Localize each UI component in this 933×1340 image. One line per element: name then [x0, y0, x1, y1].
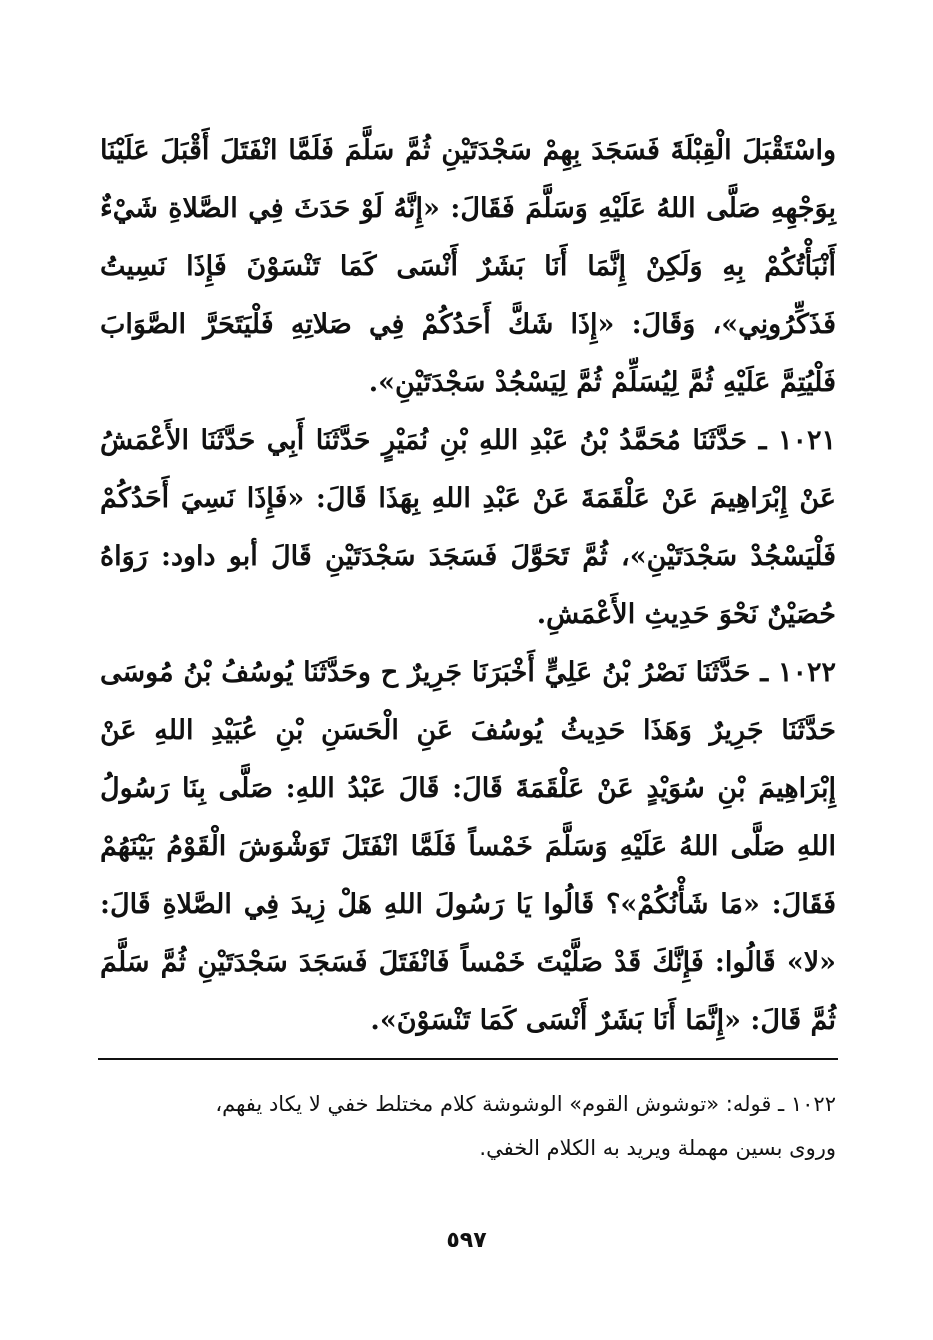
- hadith-1022: [100, 644, 836, 1050]
- hadith-text: ـ حَدَّثَنَا نَصْرُ بْنُ عَلِيٍّ أَخْبَرَنَا جَرِيرٌ ح وحَدَّثَنَا يُوسُفُ بْنُ مُوسَى حَدَّثَنَا جَرِيرٌ وَهَذَا حَدِيثُ يُوسُفَ عَنِ الْحَسَنِ بْنِ عُبَيْدِ اللهِ عَنْ إِبْرَاهِيمَ بْنِ سُوَيْدٍ عَنْ عَلْقَمَةَ قَالَ: قَالَ عَبْدُ اللهِ: صَلَّى بِنَا رَسُولُ اللهِ صَلَّى اللهُ عَلَيْهِ وَسَلَّمَ خَمْساً فَلَمَّا انْفَتَلَ تَوَشْوَشَ الْقَوْمُ بَيْنَهُمْ فَقَالَ: «مَا شَأْنُكُمْ»؟ قَالُوا يَا رَسُولَ اللهِ هَلْ زِيدَ فِي الصَّلاةِ قَالَ: «لا» قَالُوا: فَإِنَّكَ قَدْ صَلَّيْتَ خَمْساً فَانْفَتَلَ فَسَجَدَ سَجْدَتَيْنِ ثُمَّ سَلَّمَ ثُمَّ قَالَ: «إِنَّمَا أَنَا بَشَرٌ أَنْسَى كَمَا تَنْسَوْنَ».: [100, 657, 836, 1036]
- hadith-number: ١٠٢٢: [777, 657, 836, 688]
- footnote: [100, 1082, 836, 1170]
- footnote-line: ١٠٢٢ ـ قوله: «توشوش القوم» الوشوشة كلام مختلط خفي لا يكاد يفهم،: [215, 1092, 836, 1116]
- hadith-1021: [100, 412, 836, 644]
- hadith-text: ـ حَدَّثَنَا مُحَمَّدُ بْنُ عَبْدِ اللهِ بْنِ نُمَيْرٍ حَدَّثَنَا أَبِي حَدَّثَنَا الأَعْمَشُ عَنْ إِبْرَاهِيمَ عَنْ عَلْقَمَةَ عَنْ عَبْدِ اللهِ بِهَذَا قَالَ: «فَإِذَا نَسِيَ أَحَدُكُمْ فَلْيَسْجُدْ سَجْدَتَيْنِ»، ثُمَّ تَحَوَّلَ فَسَجَدَ سَجْدَتَيْنِ قَالَ أبو داود: رَوَاهُ حُصَيْنٌ نَحْوَ حَدِيثِ الأَعْمَشِ.: [100, 425, 836, 630]
- hadith-number: ١٠٢١: [777, 425, 836, 456]
- paragraph-continuation: واسْتَقْبَلَ الْقِبْلَةَ فَسَجَدَ بِهِمْ سَجْدَتَيْنِ ثُمَّ سَلَّمَ فَلَمَّا انْفَتَلَ أَقْبَلَ عَلَيْنَا بِوَجْهِهِ صَلَّى اللهُ عَلَيْهِ وَسَلَّمَ فَقَالَ: «إِنَّهُ لَوْ حَدَثَ فِي الصَّلاةِ شَيْءٌ أَنْبَأْتُكُمْ بِهِ وَلَكِنْ إِنَّمَا أَنَا بَشَرٌ أَنْسَى كَمَا تَنْسَوْنَ فَإِذَا نَسِيتُ فَذَكِّرُونِي»، وَقَالَ: «إِذَا شَكَّ أَحَدُكُمْ فِي صَلاتِهِ فَلْيَتَحَرَّ الصَّوَابَ فَلْيُتِمَّ عَلَيْهِ ثُمَّ لِيُسَلِّمْ ثُمَّ لِيَسْجُدْ سَجْدَتَيْنِ».: [100, 135, 836, 398]
- main-text-block: [100, 122, 836, 1050]
- page-number: ٥٩٧: [446, 1228, 487, 1253]
- footnote-divider: [98, 1058, 838, 1060]
- footnote-line: وروى بسين مهملة ويريد به الكلام الخفي.: [479, 1136, 836, 1160]
